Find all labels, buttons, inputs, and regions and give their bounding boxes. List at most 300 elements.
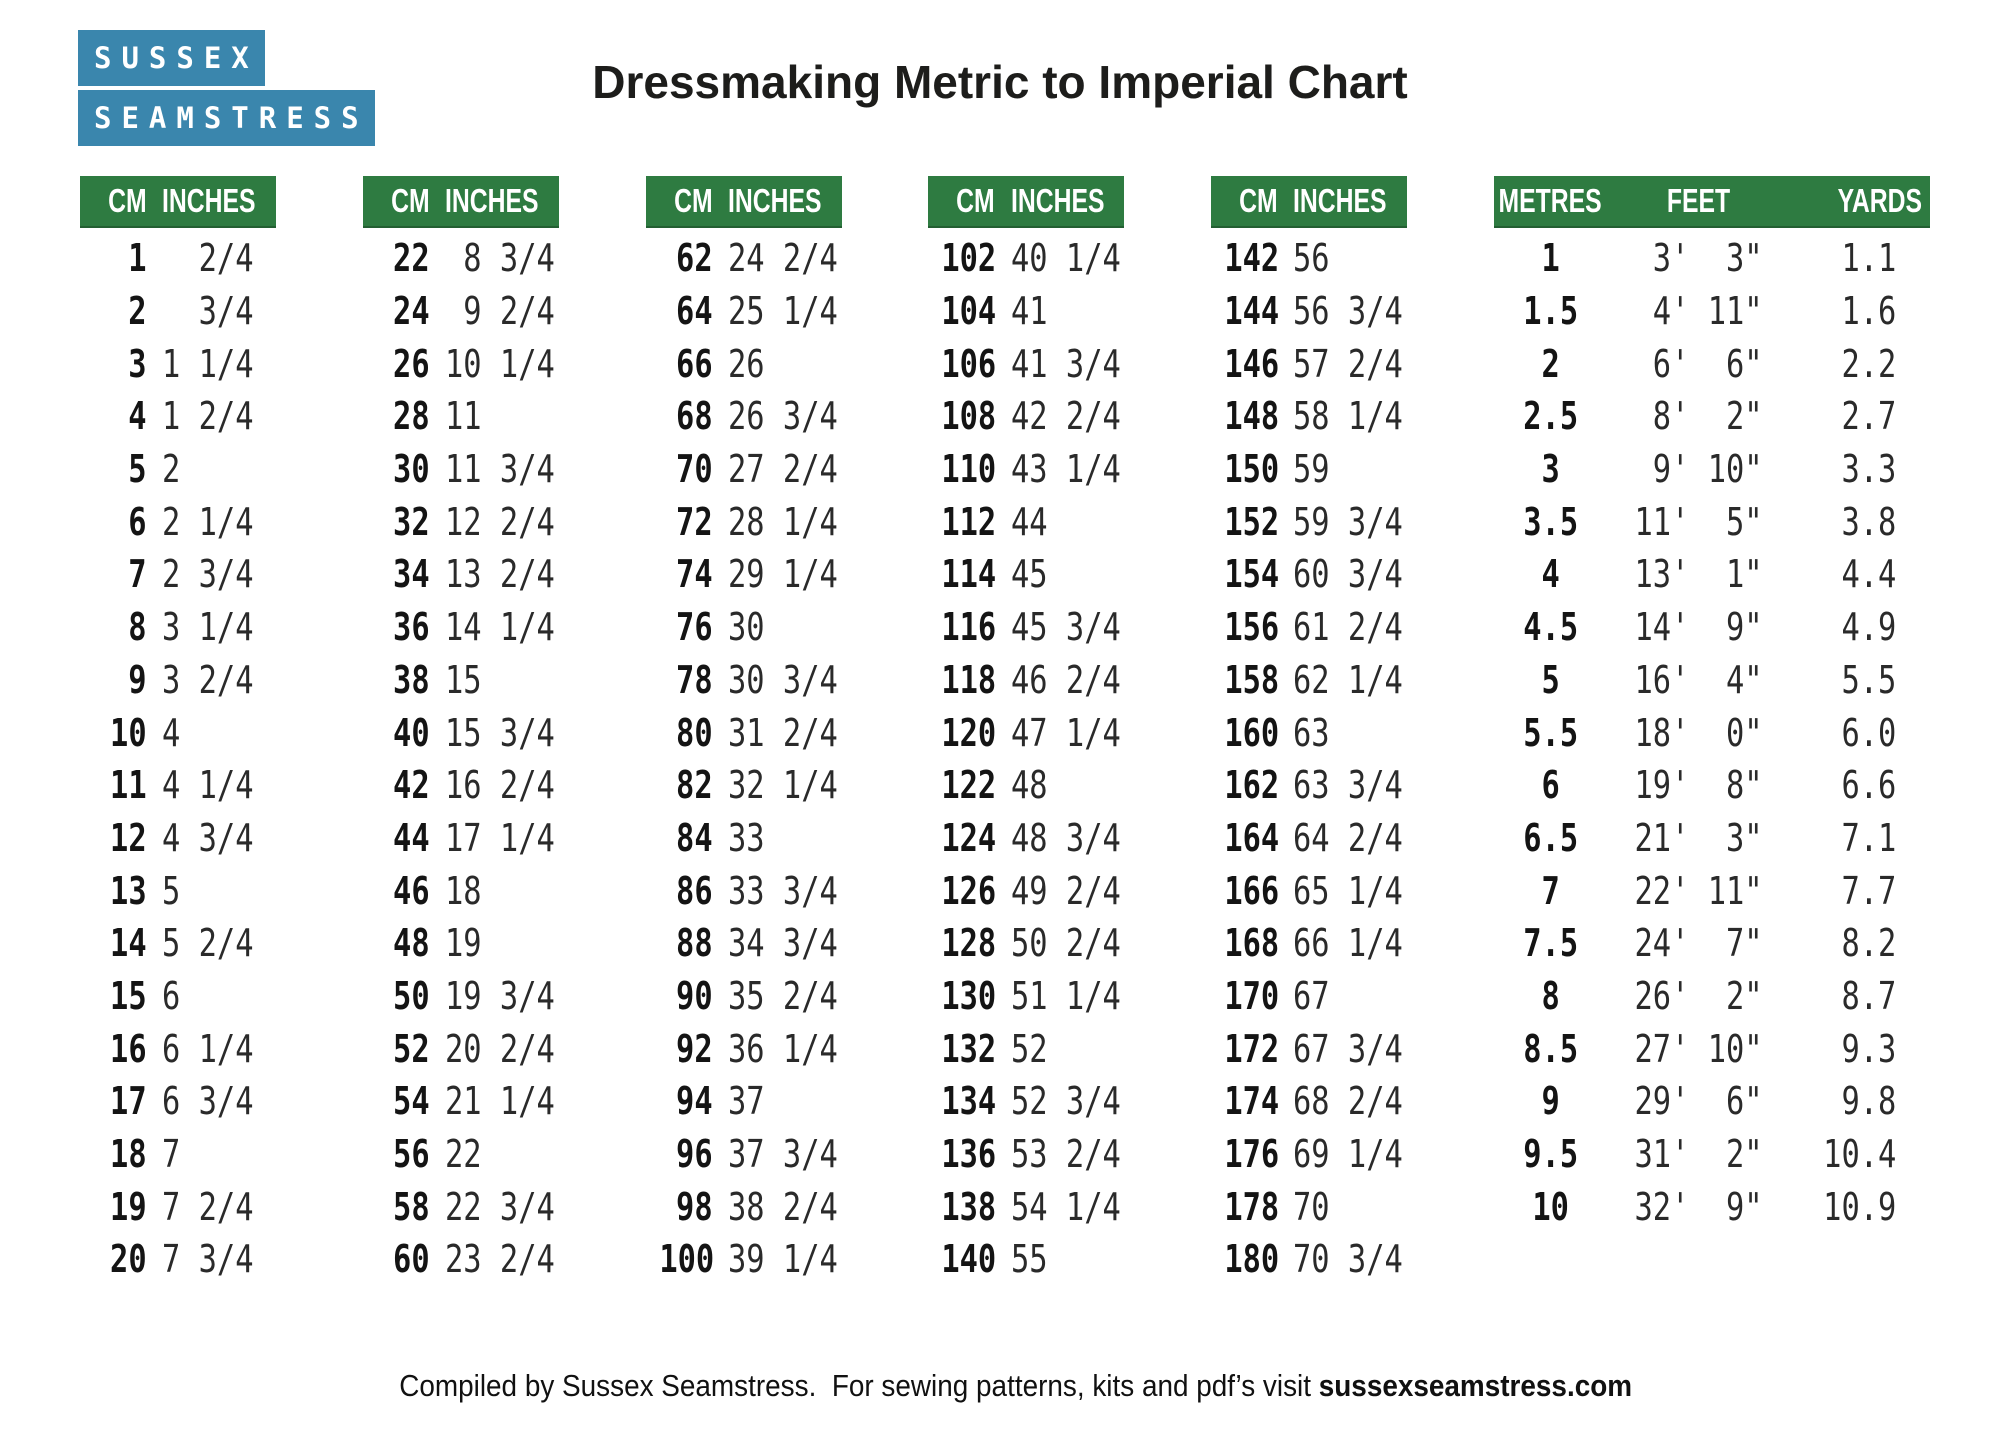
table-row (1211, 654, 1407, 707)
cm-value: 98 (675, 1184, 713, 1229)
table-row (928, 864, 1124, 917)
inches-value: 66 1/4 (1293, 921, 1404, 966)
inches-value: 2/4 (162, 236, 254, 281)
table-row (80, 1128, 276, 1181)
inches-value: 1 2/4 (162, 394, 254, 439)
inches-value: 55 (1010, 1237, 1048, 1282)
table-row (928, 917, 1124, 970)
table-row (1494, 1128, 1930, 1181)
conversion-table-metres (1494, 176, 1930, 1286)
cm-value: 156 (1224, 605, 1280, 650)
cm-value: 48 (392, 921, 430, 966)
metres-value: 6.5 (1523, 815, 1579, 860)
inches-value: 59 3/4 (1293, 499, 1404, 544)
inches-value: 68 2/4 (1293, 1079, 1404, 1124)
cm-value: 26 (392, 341, 430, 386)
table-row (646, 390, 842, 443)
table-header (646, 176, 842, 228)
cm-value: 162 (1224, 763, 1280, 808)
yards-value: 9.8 (1823, 1079, 1897, 1124)
table-row (80, 1022, 276, 1075)
inches-value: 44 (1010, 499, 1048, 544)
inches-value: 65 1/4 (1293, 868, 1404, 913)
inches-value: 5 (162, 868, 181, 913)
feet-value: 18' 0" (1634, 710, 1763, 755)
inches-value: 7 2/4 (162, 1184, 254, 1229)
inches-value: 32 1/4 (727, 763, 838, 808)
inches-value: 6 (162, 973, 181, 1018)
table-row (1494, 443, 1930, 496)
table-row (1211, 1128, 1407, 1181)
cm-value: 126 (941, 868, 997, 913)
cm-value: 18 (110, 1132, 147, 1177)
inches-value: 51 1/4 (1010, 973, 1121, 1018)
table-row (363, 390, 559, 443)
inches-value: 45 (1010, 552, 1048, 597)
inches-value: 52 (1010, 1026, 1048, 1071)
table-row (1494, 970, 1930, 1023)
cm-value: 14 (110, 921, 147, 966)
inches-value: 15 3/4 (445, 710, 555, 755)
feet-value: 9' 10" (1634, 447, 1763, 492)
table-row (80, 1180, 276, 1233)
table-row (363, 864, 559, 917)
inches-value: 42 2/4 (1010, 394, 1121, 439)
inches-value: 69 1/4 (1293, 1132, 1404, 1177)
metres-value: 7.5 (1523, 921, 1579, 966)
metres-value: 1 (1541, 236, 1560, 281)
inches-value: 54 1/4 (1010, 1184, 1121, 1229)
cm-value: 52 (392, 1026, 430, 1071)
feet-value: 11' 5" (1634, 499, 1763, 544)
table-row (1494, 601, 1930, 654)
table-row (928, 970, 1124, 1023)
cm-value: 38 (392, 657, 430, 702)
table-row (928, 548, 1124, 601)
table-row (1211, 1022, 1407, 1075)
table-row (80, 601, 276, 654)
inches-value: 39 1/4 (727, 1237, 838, 1282)
inches-value: 4 3/4 (162, 815, 254, 860)
cm-value: 166 (1224, 868, 1280, 913)
cm-value: 120 (941, 710, 997, 755)
table-row (363, 1075, 559, 1128)
cm-value: 76 (675, 605, 713, 650)
cm-value: 64 (675, 289, 713, 334)
inches-value: 37 3/4 (727, 1132, 838, 1177)
table-row (1494, 337, 1930, 390)
feet-value: 24' 7" (1634, 921, 1763, 966)
inches-value: 47 1/4 (1010, 710, 1121, 755)
cm-value: 130 (941, 973, 997, 1018)
metres-value: 9 (1541, 1079, 1560, 1124)
metres-value: 8 (1541, 973, 1560, 1018)
cm-value: 46 (392, 868, 430, 913)
feet-value: 16' 4" (1634, 657, 1763, 702)
table-row (1211, 232, 1407, 285)
cm-value: 100 (658, 1237, 714, 1282)
inches-value: 49 2/4 (1010, 868, 1121, 913)
table-row (363, 970, 559, 1023)
table-row (363, 495, 559, 548)
table-row (646, 706, 842, 759)
inches-value: 20 2/4 (445, 1026, 555, 1071)
footer (0, 1332, 2000, 1440)
table-row (1211, 495, 1407, 548)
table-row (928, 390, 1124, 443)
table-row (1211, 443, 1407, 496)
inches-value: 10 1/4 (445, 341, 555, 386)
cm-value: 178 (1224, 1184, 1280, 1229)
inches-value: 36 1/4 (727, 1026, 838, 1071)
table-row (1494, 759, 1930, 812)
feet-value: 19' 8" (1634, 763, 1763, 808)
metres-value: 5.5 (1523, 710, 1579, 755)
inches-value: 23 2/4 (445, 1237, 555, 1282)
cm-value: 140 (941, 1237, 997, 1282)
feet-value: 22' 11" (1634, 868, 1763, 913)
cm-value: 4 (128, 394, 147, 439)
table-row (363, 706, 559, 759)
inches-value: 33 (727, 815, 765, 860)
table-row (646, 654, 842, 707)
table-row (646, 495, 842, 548)
yards-value: 4.4 (1823, 552, 1897, 597)
table-row (1211, 1233, 1407, 1286)
cm-value: 94 (675, 1079, 713, 1124)
inches-value: 27 2/4 (727, 447, 838, 492)
table-row (928, 1075, 1124, 1128)
cm-value: 34 (392, 552, 430, 597)
inches-value: 53 2/4 (1010, 1132, 1121, 1177)
table-row (928, 706, 1124, 759)
metres-value: 6 (1541, 763, 1560, 808)
table-row (646, 337, 842, 390)
cm-value: 134 (941, 1079, 997, 1124)
yards-value: 10.9 (1823, 1184, 1897, 1229)
yards-value: 1.1 (1823, 236, 1897, 281)
table-row (1211, 1180, 1407, 1233)
column-header-inches: INCHES (445, 182, 539, 219)
inches-value: 2 (162, 447, 181, 492)
inches-value: 7 (162, 1132, 181, 1177)
cm-value: 168 (1224, 921, 1280, 966)
cm-value: 16 (110, 1026, 147, 1071)
inches-value: 40 1/4 (1010, 236, 1121, 281)
cm-value: 40 (392, 710, 430, 755)
inches-value: 61 2/4 (1293, 605, 1404, 650)
logo-line-seamstress: SEAMSTRESS (78, 90, 375, 146)
column-header-inches: INCHES (727, 182, 822, 219)
inches-value: 48 3/4 (1010, 815, 1121, 860)
conversion-table-cm-5 (1211, 176, 1407, 1286)
table-row (928, 759, 1124, 812)
table-row (363, 1022, 559, 1075)
logo-line-sussex: SUSSEX (78, 30, 265, 86)
table-row (646, 864, 842, 917)
inches-value: 22 3/4 (445, 1184, 555, 1229)
table-row (646, 759, 842, 812)
cm-value: 148 (1224, 394, 1280, 439)
cm-value: 146 (1224, 341, 1280, 386)
table-row (80, 706, 276, 759)
cm-value: 106 (941, 341, 997, 386)
yards-value: 8.7 (1823, 973, 1897, 1018)
table-row (928, 1180, 1124, 1233)
table-row (1494, 1022, 1930, 1075)
cm-value: 8 (128, 605, 147, 650)
yards-value: 1.6 (1823, 289, 1897, 334)
cm-value: 164 (1224, 815, 1280, 860)
table-row (80, 495, 276, 548)
cm-value: 116 (941, 605, 997, 650)
table-row (1211, 601, 1407, 654)
cm-value: 78 (675, 657, 713, 702)
inches-value: 9 2/4 (445, 289, 555, 334)
table-row (646, 285, 842, 338)
cm-value: 86 (675, 868, 713, 913)
cm-value: 42 (392, 763, 430, 808)
metres-value: 9.5 (1523, 1132, 1579, 1177)
feet-value: 14' 9" (1634, 605, 1763, 650)
cm-value: 160 (1224, 710, 1280, 755)
cm-value: 112 (941, 499, 997, 544)
inches-value: 30 3/4 (727, 657, 838, 702)
cm-value: 32 (392, 499, 430, 544)
table-row (646, 232, 842, 285)
column-header-inches: INCHES (162, 182, 256, 219)
cm-value: 90 (675, 973, 713, 1018)
yards-value: 2.2 (1823, 341, 1897, 386)
table-row (363, 337, 559, 390)
footer-website: sussexseamstress.com (1318, 1368, 1632, 1403)
table-header (80, 176, 276, 228)
cm-value: 174 (1224, 1079, 1280, 1124)
cm-value: 22 (392, 236, 430, 281)
table-row (80, 970, 276, 1023)
table-row (646, 1233, 842, 1286)
table-row (363, 759, 559, 812)
cm-value: 82 (675, 763, 713, 808)
inches-value: 13 2/4 (445, 552, 555, 597)
cm-value: 30 (392, 447, 430, 492)
table-row (363, 232, 559, 285)
table-body (80, 232, 276, 1286)
table-row (928, 654, 1124, 707)
cm-value: 136 (941, 1132, 997, 1177)
cm-value: 108 (941, 394, 997, 439)
inches-value: 30 (727, 605, 765, 650)
table-row (1211, 548, 1407, 601)
table-row (1494, 864, 1930, 917)
inches-value: 52 3/4 (1010, 1079, 1121, 1124)
feet-value: 13' 1" (1634, 552, 1763, 597)
cm-value: 150 (1224, 447, 1280, 492)
table-header (1494, 176, 1930, 228)
table-row (363, 812, 559, 865)
page-title: Dressmaking Metric to Imperial Chart (592, 56, 1408, 108)
cm-value: 88 (675, 921, 713, 966)
table-row (80, 443, 276, 496)
column-header-feet: FEET (1667, 182, 1731, 219)
table-row (1211, 390, 1407, 443)
cm-value: 56 (392, 1132, 430, 1177)
table-row (1494, 917, 1930, 970)
metres-value: 2.5 (1523, 394, 1579, 439)
table-row (363, 548, 559, 601)
feet-value: 4' 11" (1634, 289, 1763, 334)
cm-value: 114 (941, 552, 997, 597)
cm-value: 2 (128, 289, 147, 334)
yards-value: 7.7 (1823, 868, 1897, 913)
table-row (1211, 864, 1407, 917)
cm-value: 7 (128, 552, 147, 597)
inches-value: 46 2/4 (1010, 657, 1121, 702)
table-row (1211, 917, 1407, 970)
inches-value: 33 3/4 (727, 868, 838, 913)
column-header-inches: INCHES (1293, 182, 1387, 219)
table-row (80, 1075, 276, 1128)
table-row (928, 495, 1124, 548)
cm-value: 170 (1224, 973, 1280, 1018)
table-row (80, 1233, 276, 1286)
metres-value: 2 (1541, 341, 1560, 386)
inches-value: 3 2/4 (162, 657, 254, 702)
table-row (1494, 390, 1930, 443)
table-row (646, 1128, 842, 1181)
table-body (646, 232, 842, 1286)
inches-value: 22 (445, 1132, 482, 1177)
inches-value: 63 (1293, 710, 1331, 755)
inches-value: 41 3/4 (1010, 341, 1121, 386)
cm-value: 128 (941, 921, 997, 966)
feet-value: 6' 6" (1634, 341, 1763, 386)
table-row (80, 548, 276, 601)
inches-value: 59 (1293, 447, 1331, 492)
cm-value: 84 (675, 815, 713, 860)
cm-value: 104 (941, 289, 997, 334)
conversion-table-cm-1 (80, 176, 276, 1286)
yards-value: 2.7 (1823, 394, 1897, 439)
table-row (80, 285, 276, 338)
table-row (1211, 812, 1407, 865)
inches-value: 18 (445, 868, 482, 913)
table-row (928, 1022, 1124, 1075)
inches-value: 45 3/4 (1010, 605, 1121, 650)
table-row (646, 1180, 842, 1233)
table-row (928, 812, 1124, 865)
yards-value: 3.8 (1823, 499, 1897, 544)
inches-value: 1 1/4 (162, 341, 254, 386)
inches-value: 25 1/4 (727, 289, 838, 334)
inches-value: 26 (727, 341, 765, 386)
inches-value: 57 2/4 (1293, 341, 1404, 386)
table-body (1211, 232, 1407, 1286)
footer-text: Compiled by Sussex Seamstress. For sewing patterns, kits and pdf’s visit (399, 1368, 1319, 1403)
table-row (1211, 1075, 1407, 1128)
table-row (363, 601, 559, 654)
metres-value: 4 (1541, 552, 1560, 597)
inches-value: 70 3/4 (1293, 1237, 1404, 1282)
table-row (928, 232, 1124, 285)
inches-value: 34 3/4 (727, 921, 838, 966)
feet-value: 8' 2" (1634, 394, 1763, 439)
table-row (928, 1233, 1124, 1286)
cm-value: 6 (128, 499, 147, 544)
column-header-cm: CM (956, 182, 996, 219)
cm-value: 158 (1224, 657, 1280, 702)
table-row (646, 970, 842, 1023)
metres-value: 7 (1541, 868, 1560, 913)
inches-value: 58 1/4 (1293, 394, 1404, 439)
metres-value: 4.5 (1523, 605, 1579, 650)
inches-value: 64 2/4 (1293, 815, 1404, 860)
table-row (1494, 495, 1930, 548)
table-row (928, 337, 1124, 390)
table-row (80, 759, 276, 812)
inches-value: 3/4 (162, 289, 254, 334)
inches-value: 12 2/4 (445, 499, 555, 544)
inches-value: 70 (1293, 1184, 1331, 1229)
inches-value: 19 (445, 921, 482, 966)
feet-value: 21' 3" (1634, 815, 1763, 860)
inches-value: 17 1/4 (445, 815, 555, 860)
cm-value: 74 (675, 552, 713, 597)
inches-value: 14 1/4 (445, 605, 555, 650)
inches-value: 43 1/4 (1010, 447, 1121, 492)
inches-value: 28 1/4 (727, 499, 838, 544)
table-row (363, 654, 559, 707)
table-row (363, 917, 559, 970)
inches-value: 6 3/4 (162, 1079, 254, 1124)
yards-value: 6.6 (1823, 763, 1897, 808)
table-row (1211, 706, 1407, 759)
table-header (928, 176, 1124, 228)
table-row (363, 1128, 559, 1181)
cm-value: 172 (1224, 1026, 1280, 1071)
inches-value: 38 2/4 (727, 1184, 838, 1229)
feet-value: 26' 2" (1634, 973, 1763, 1018)
inches-value: 15 (445, 657, 482, 702)
cm-value: 15 (110, 973, 147, 1018)
inches-value: 26 3/4 (727, 394, 838, 439)
column-header-cm: CM (673, 182, 713, 219)
cm-value: 68 (675, 394, 713, 439)
cm-value: 62 (675, 236, 713, 281)
inches-value: 60 3/4 (1293, 552, 1404, 597)
cm-value: 180 (1224, 1237, 1280, 1282)
cm-value: 118 (941, 657, 997, 702)
cm-value: 11 (110, 763, 147, 808)
inches-value: 41 (1010, 289, 1048, 334)
inches-value: 56 3/4 (1293, 289, 1404, 334)
cm-value: 96 (675, 1132, 713, 1177)
cm-value: 80 (675, 710, 713, 755)
conversion-table-cm-3 (646, 176, 842, 1286)
column-header-metres: METRES (1498, 182, 1602, 219)
table-row (80, 812, 276, 865)
cm-value: 102 (941, 236, 997, 281)
cm-value: 12 (110, 815, 147, 860)
cm-value: 70 (675, 447, 713, 492)
yards-value: 5.5 (1823, 657, 1897, 702)
table-row (80, 864, 276, 917)
metres-value: 5 (1541, 657, 1560, 702)
cm-value: 17 (110, 1079, 147, 1124)
cm-value: 154 (1224, 552, 1280, 597)
inches-value: 11 3/4 (445, 447, 555, 492)
column-header-cm: CM (390, 182, 430, 219)
